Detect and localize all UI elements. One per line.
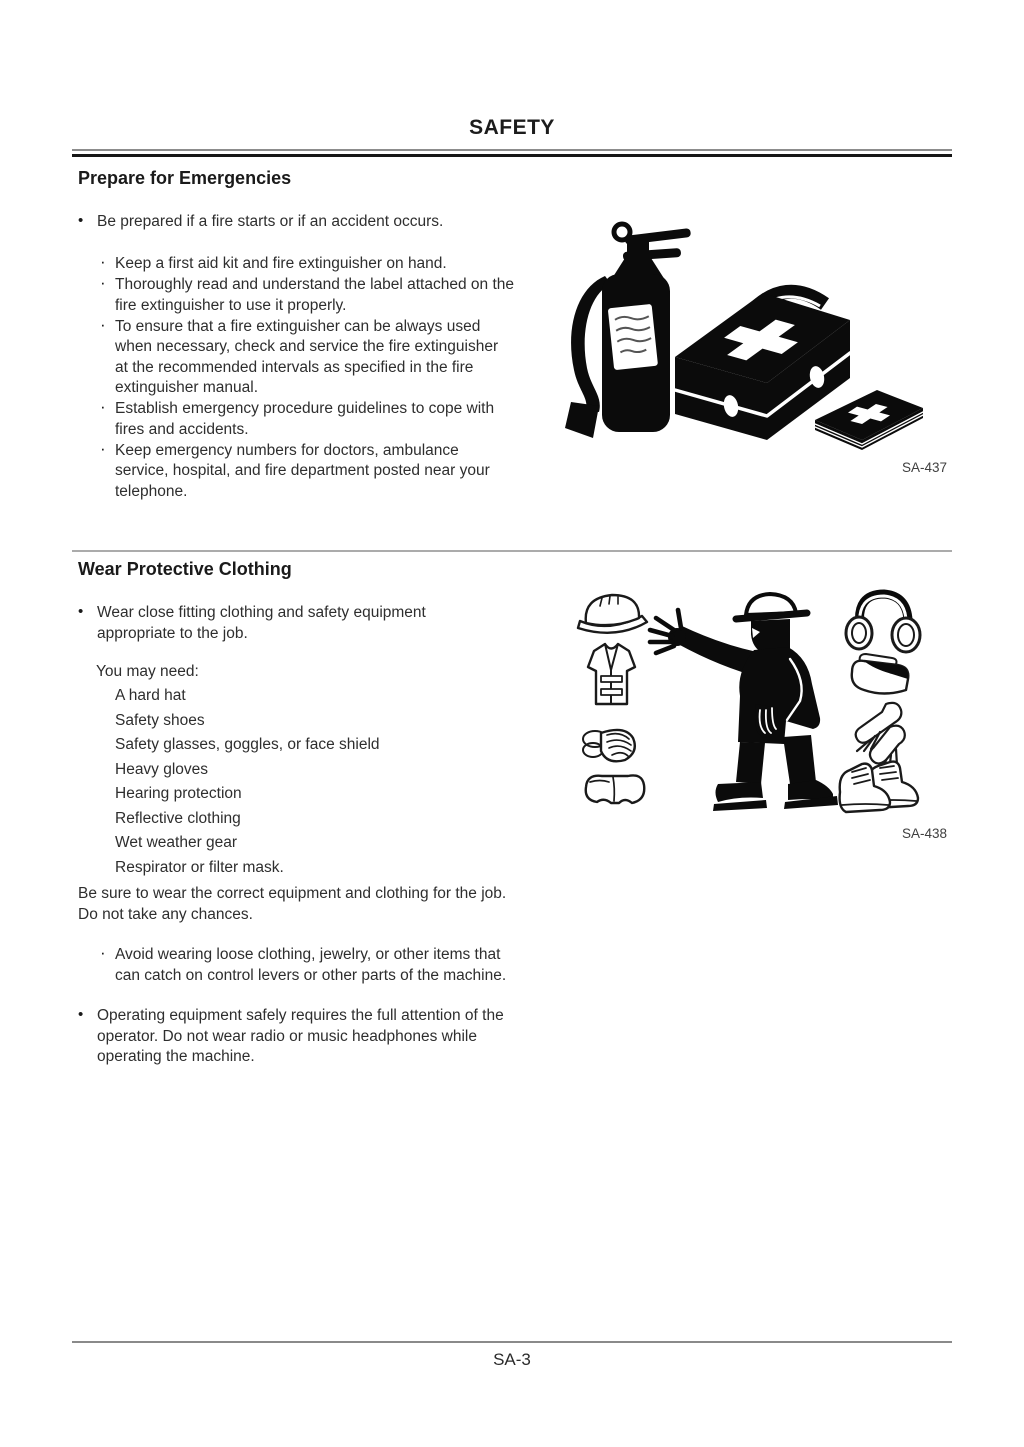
need-item: Respirator or filter mask.: [115, 858, 284, 876]
figure-caption: SA-437: [901, 460, 947, 475]
need-item: Wet weather gear: [115, 834, 238, 851]
sub-bullet-text: Avoid wearing loose clothing, jewelry, or other items that can catch on control levers or other parts of the machine.: [115, 946, 507, 984]
sub-bullet-marker: ·: [100, 252, 106, 271]
need-intro: You may need:: [96, 663, 199, 680]
hard-hat-icon: [578, 595, 647, 633]
section-heading-wear-protective-clothing: Wear Protective Clothing: [78, 559, 292, 579]
sub-bullet-marker: ·: [100, 438, 106, 458]
need-item: A hard hat: [115, 687, 186, 704]
bullet-marker: •: [78, 603, 84, 620]
sub-bullet-marker: ·: [100, 943, 106, 962]
sub-bullet-marker: ·: [100, 314, 106, 334]
section-heading-prepare-for-emergencies: Prepare for Emergencies: [78, 168, 292, 188]
emergency-equipment-illustration: [565, 218, 955, 450]
sub-bullet-marker: ·: [100, 273, 106, 292]
safety-boots-icon: [840, 762, 918, 812]
protective-clothing-illustration: [570, 586, 950, 822]
page-title: SAFETY: [469, 116, 555, 139]
footer-rule: [72, 1341, 952, 1343]
respirator-icon: [583, 730, 635, 761]
bullet-marker: •: [78, 212, 84, 229]
bullet-text: Wear close fitting clothing and safety equipment appropriate to the job.: [97, 604, 426, 642]
fire-extinguisher-icon: [565, 224, 691, 438]
need-list: [115, 684, 475, 880]
sub-bullet-marker: ·: [100, 397, 106, 416]
note-text: Be sure to wear the correct equipment and clothing for the job. Do not take any chances.: [78, 885, 507, 923]
bullet-item: [78, 1006, 539, 1068]
safety-vest-icon: [588, 644, 635, 704]
sub-bullet-item: [96, 945, 526, 986]
sub-bullet-text: Establish emergency procedure guidelines to cope with fires and accidents.: [115, 400, 495, 438]
sub-bullet-item: [96, 438, 514, 503]
need-item: Safety shoes: [115, 711, 205, 729]
sub-bullet-item: [96, 314, 514, 399]
sub-bullet-text: To ensure that a fire extinguisher can be always used when necessary, check and service the fire extinguisher at the recommended intervals as specified in the fire extinguisher manual.: [115, 317, 499, 396]
bullet-text: Operating equipment safely requires the full attention of the operator. Do not wear radio or music headphones while operating the machine.: [97, 1007, 504, 1065]
sub-bullet-text: Keep emergency numbers for doctors, ambulance service, hospital, and fire department posted near your telephone.: [115, 441, 490, 500]
bullet-marker: •: [78, 1006, 84, 1023]
goggles-icon: [586, 775, 645, 803]
bullet-item: [78, 603, 469, 644]
figure-caption: SA-438: [901, 826, 947, 841]
ear-muffs-icon: [846, 594, 920, 652]
footer-page-number: SA-3: [493, 1350, 531, 1369]
sub-bullet-item: [96, 275, 514, 316]
need-item: Heavy gloves: [115, 760, 209, 778]
worker-with-hard-hat-icon: [650, 594, 838, 811]
figure-protective-clothing: [570, 586, 950, 822]
safety-glasses-face-shield-icon: [852, 654, 909, 694]
need-item: Reflective clothing: [115, 809, 241, 827]
first-aid-manual-icon: [815, 390, 923, 450]
sub-bullet-item: [96, 254, 514, 275]
sub-bullet-item: [96, 399, 514, 440]
figure-emergency-equipment: [565, 218, 955, 450]
bullet-item: [78, 212, 567, 233]
header-rule-black: [72, 154, 952, 157]
bullet-text: Be prepared if a fire starts or if an accident occurs.: [97, 213, 444, 230]
need-item: Safety glasses, goggles, or face shield: [115, 736, 380, 753]
sub-bullet-text: Keep a first aid kit and fire extinguisher on hand.: [115, 255, 447, 272]
sub-bullet-list: [96, 254, 514, 503]
header-rule-gray: [72, 149, 952, 151]
section-divider: [72, 550, 952, 552]
sub-bullet-text: Thoroughly read and understand the label attached on the fire extinguisher to use it properly.: [115, 276, 514, 314]
need-item: Hearing protection: [115, 785, 242, 802]
